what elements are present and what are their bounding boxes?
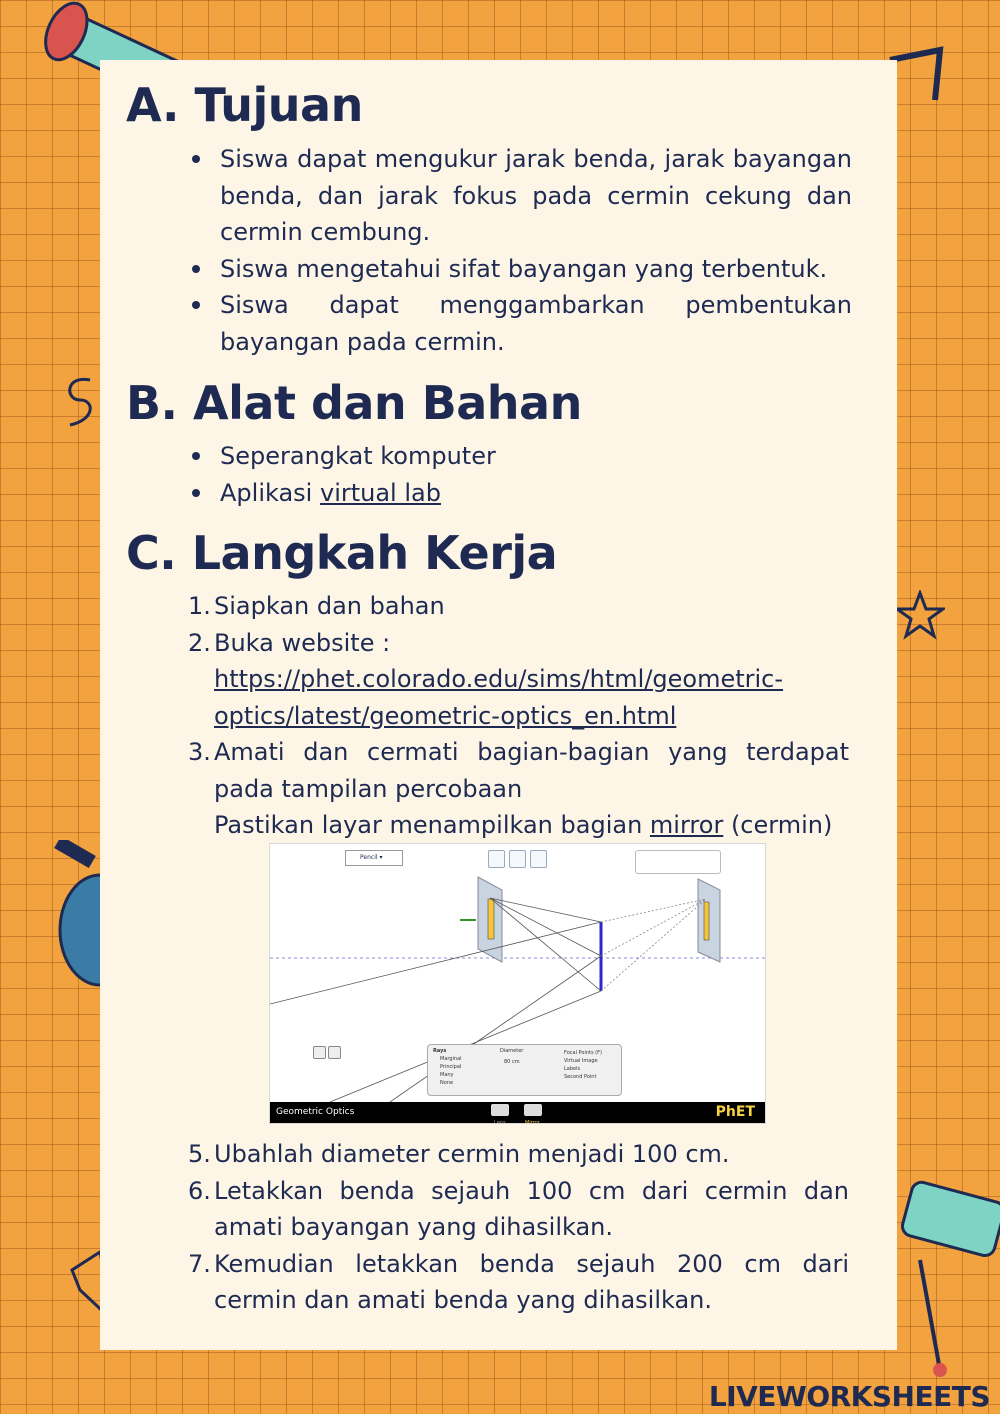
step-number: 3.: [188, 738, 211, 766]
step-text: Letakkan benda sejauh 100 cm dari cermin dan amati bayangan yang dihasilkan.: [214, 1176, 849, 1241]
step-number: 1.: [188, 592, 211, 620]
step-text: Siapkan dan bahan: [214, 592, 445, 620]
list-item: Siswa mengetahui sifat bayangan yang terbentuk.: [192, 251, 852, 288]
item-text: Aplikasi: [220, 478, 320, 507]
ray-option[interactable]: None: [440, 1080, 454, 1086]
check-option[interactable]: Second Point: [564, 1074, 597, 1080]
list-item: [192, 475, 852, 512]
steps-list-top: [188, 588, 849, 844]
pencil-object: [488, 899, 494, 939]
control-panel: [427, 1044, 622, 1096]
sim-title: Geometric Optics: [276, 1107, 355, 1117]
check-option[interactable]: Labels: [564, 1066, 581, 1072]
swirl-icon: [60, 370, 100, 430]
phet-logo: PhET: [715, 1104, 755, 1120]
list-item: [188, 588, 849, 625]
step-number: 7.: [188, 1249, 211, 1278]
step-text: Amati dan cermati bagian-bagian yang terdapat pada tampilan percobaan: [214, 738, 849, 803]
tab-lens-label: Lens: [494, 1120, 506, 1124]
section-b-title: B. Alat dan Bahan: [126, 376, 582, 430]
zoom-in-icon[interactable]: [313, 1046, 326, 1059]
list-item: [188, 734, 849, 844]
list-item: Siswa dapat menggambarkan pembentukan bayangan pada cermin.: [192, 287, 852, 360]
liveworksheets-watermark: LIVEWORKSHEETS: [708, 1380, 990, 1413]
lens-type-button[interactable]: [530, 850, 547, 868]
step-number: 2.: [188, 628, 211, 657]
step-number: 5.: [188, 1140, 211, 1168]
section-a-list: [192, 141, 852, 360]
list-item: Seperangkat komputer: [192, 438, 852, 475]
step-text: Pastikan layar menampilkan bagian: [214, 811, 650, 839]
object-select[interactable]: Pencil ▾: [345, 850, 403, 866]
tab-mirror-label: Mirror: [525, 1120, 540, 1124]
steps-list-bottom: [188, 1136, 849, 1319]
lens-type-button[interactable]: [509, 850, 526, 868]
step-text: (cermin): [723, 811, 833, 839]
rocket-icon: [890, 1180, 1000, 1380]
sim-navbar: [270, 1102, 765, 1123]
simulation-screenshot: [269, 843, 766, 1124]
star-icon: [895, 590, 945, 640]
check-option[interactable]: Focal Points (F): [564, 1050, 602, 1056]
phet-url-link-cont[interactable]: optics/latest/geometric-optics_en.html: [214, 701, 677, 730]
rays-label: Rays: [433, 1048, 447, 1054]
mirror-link[interactable]: mirror: [649, 811, 724, 839]
phet-url-link[interactable]: https://phet.colorado.edu/sims/html/geometric-: [214, 665, 784, 693]
section-c-title: C. Langkah Kerja: [126, 526, 558, 580]
section-a-title: A. Tujuan: [126, 78, 363, 132]
check-option[interactable]: Virtual Image: [564, 1058, 598, 1064]
list-item: [188, 1136, 849, 1173]
virtual-lab-link[interactable]: virtual lab: [319, 478, 441, 507]
list-item: [188, 1173, 849, 1246]
diameter-value[interactable]: 80 cm: [504, 1059, 520, 1065]
list-item: Siswa dapat mengukur jarak benda, jarak bayangan benda, dan jarak fokus pada cermin cekung dan cermin cembung.: [192, 141, 852, 251]
step-text: Ubahlah diameter cermin menjadi 100 cm.: [214, 1140, 730, 1168]
ray-option[interactable]: Marginal: [440, 1056, 462, 1062]
tools-box[interactable]: [635, 850, 721, 874]
zoom-out-icon[interactable]: [328, 1046, 341, 1059]
lens-type-button[interactable]: [488, 850, 505, 868]
step-text: Kemudian letakkan benda sejauh 200 cm dari cermin dan amati benda yang dihasilkan.: [214, 1249, 849, 1314]
ray-option[interactable]: Many: [440, 1072, 454, 1078]
step-text: Buka website :: [214, 628, 391, 657]
list-item: [188, 1246, 849, 1319]
list-item: [188, 625, 849, 735]
diameter-label: Diameter: [500, 1048, 524, 1054]
ray-option[interactable]: Principal: [440, 1064, 462, 1070]
step-number: 6.: [188, 1176, 211, 1205]
section-b-list: [192, 438, 852, 511]
pencil-image: [704, 902, 709, 940]
